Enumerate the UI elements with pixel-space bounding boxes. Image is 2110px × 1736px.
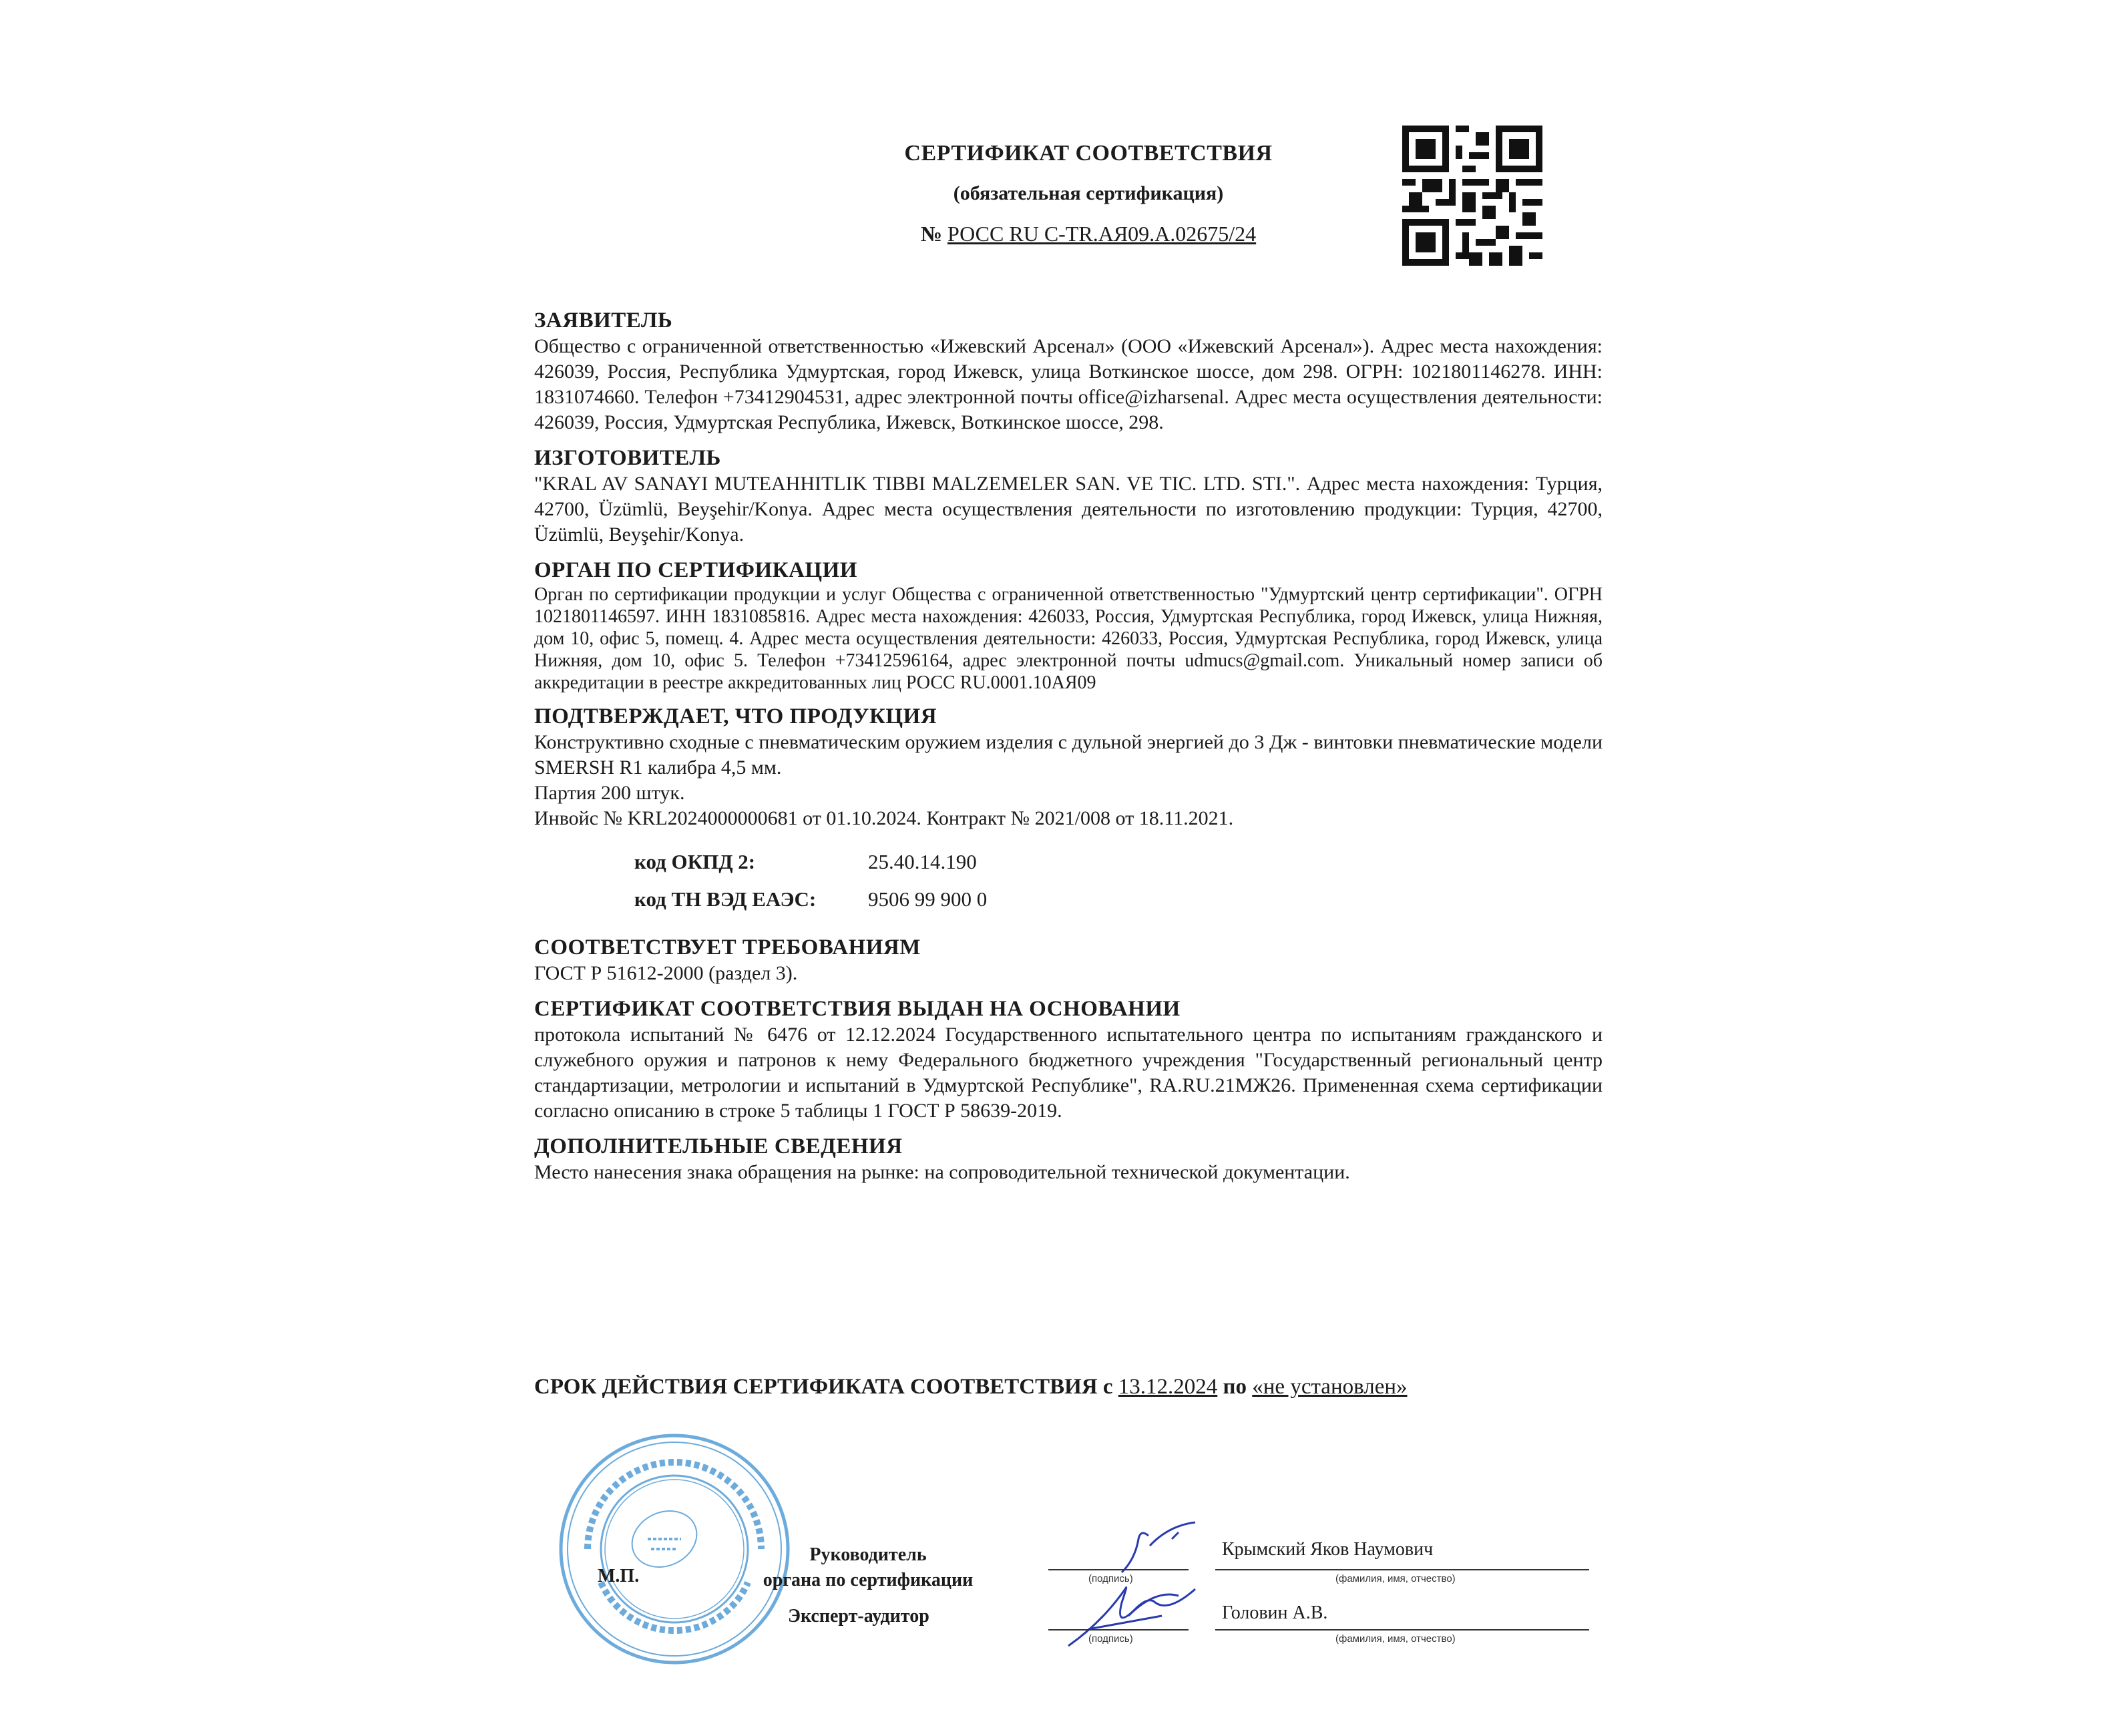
expert-role-label: Эксперт-аудитор xyxy=(788,1606,929,1626)
expert-signature-icon xyxy=(1062,1576,1215,1649)
expert-name-caption: (фамилия, имя, отчество) xyxy=(1335,1633,1456,1645)
certification-body-section xyxy=(534,557,1603,694)
certificate-body xyxy=(534,307,1603,1195)
head-name-caption: (фамилия, имя, отчество) xyxy=(1335,1573,1456,1584)
tnved-value: 9506 99 900 0 xyxy=(868,887,988,911)
additional-heading: ДОПОЛНИТЕЛЬНЫЕ СВЕДЕНИЯ xyxy=(534,1134,903,1158)
product-section xyxy=(534,703,1603,831)
head-signature-line xyxy=(1048,1569,1189,1570)
head-name: Крымский Яков Наумович xyxy=(1222,1539,1434,1560)
basis-text: протокола испытаний № 6476 от 12.12.2024 Государственного испытательного центра по испытаниям гражданского и служебного оружия и патронов к нему Федерального бюджетного учреждения "Государственный региональный центр стандартизации, метрологии и испытаний в Удмуртской Республике", RA.RU.21МЖ26. Примененная схема сертификации согласно описанию в строке 5 таблицы 1 ГОСТ Р 58639-2019. xyxy=(534,1024,1603,1122)
certificate-title: СЕРТИФИКАТ СООТВЕТСТВИЯ xyxy=(904,141,1273,166)
basis-heading: СЕРТИФИКАТ СООТВЕТСТВИЯ ВЫДАН НА ОСНОВАНИИ xyxy=(534,997,1181,1021)
requirements-text: ГОСТ Р 51612-2000 (раздел 3). xyxy=(534,962,798,984)
head-role-line1: Руководитель xyxy=(809,1544,927,1565)
product-batch: Партия 200 штук. xyxy=(534,782,685,804)
manufacturer-text: "KRAL AV SANAYI MUTEAHHITLIK TIBBI MALZEMELER SAN. VE TIC. LTD. STI.". Адрес места нахождения: Турция, 42700, Üzümlü, Beyşehir/Konya. Адрес места осуществления деятельности по изготовлению продукции: Турция, 42700, Üzümlü, Beyşehir/Konya. xyxy=(534,473,1603,546)
additional-section xyxy=(534,1133,1603,1185)
product-invoice: Инвойс № KRL2024000000681 от 01.10.2024. Контракт № 2021/008 от 18.11.2021. xyxy=(534,807,1234,829)
product-heading: ПОДТВЕРЖДАЕТ, ЧТО ПРОДУКЦИЯ xyxy=(534,704,937,728)
requirements-heading: СООТВЕТСТВУЕТ ТРЕБОВАНИЯМ xyxy=(534,935,921,959)
expert-signature-line xyxy=(1048,1629,1189,1631)
additional-text: Место нанесения знака обращения на рынке: на сопроводительной технической документации. xyxy=(534,1161,1350,1183)
requirements-section xyxy=(534,934,1603,986)
head-signature-caption: (подпись) xyxy=(1088,1573,1133,1584)
okpd-label: код ОКПД 2: xyxy=(634,850,756,873)
stamp-place-label: М.П. xyxy=(598,1566,640,1586)
head-role-label xyxy=(755,1542,982,1593)
validity-from: 13.12.2024 xyxy=(1118,1375,1218,1399)
expert-name-line xyxy=(1215,1629,1589,1631)
expert-name: Головин А.В. xyxy=(1222,1602,1328,1623)
validity-to: «не установлен» xyxy=(1252,1375,1408,1399)
certificate-number xyxy=(855,214,1322,254)
manufacturer-heading: ИЗГОТОВИТЕЛЬ xyxy=(534,446,721,470)
manufacturer-section xyxy=(534,445,1603,548)
validity-label: СРОК ДЕЙСТВИЯ СЕРТИФИКАТА СООТВЕТСТВИЯ с xyxy=(534,1375,1113,1399)
applicant-text: Общество с ограниченной ответственностью «Ижевский Арсенал» (ООО «Ижевский Арсенал»). Адрес места нахождения: 426039, Россия, Республика Удмуртская, город Ижевск, улица Воткинское шоссе, дом 298. ОГРН: 1021801146278. ИНН: 1831074660. Телефон +73412904531, адрес электронной почты office@izharsenal. Адрес места осуществления деятельности: 426039, Россия, Удмуртская Республика, Ижевск, Воткинское шоссе, 298. xyxy=(534,335,1603,433)
expert-signature-caption: (подпись) xyxy=(1088,1633,1133,1645)
okpd-row xyxy=(634,843,1603,881)
qr-code-icon xyxy=(1402,126,1542,266)
validity-line xyxy=(534,1372,1408,1401)
certificate-header xyxy=(855,134,1322,254)
number-sign: № xyxy=(920,222,942,246)
applicant-section xyxy=(534,307,1603,435)
certification-body-heading: ОРГАН ПО СЕРТИФИКАЦИИ xyxy=(534,558,857,582)
product-text: Конструктивно сходные с пневматическим оружием изделия с дульной энергией до 3 Дж - винтовки пневматические модели SMERSH R1 калибра 4,5 мм. xyxy=(534,731,1603,779)
product-codes xyxy=(634,843,1603,918)
tnved-label: код ТН ВЭД ЕАЭС: xyxy=(634,887,817,911)
okpd-value: 25.40.14.190 xyxy=(868,850,977,873)
validity-to-label: по xyxy=(1223,1375,1247,1399)
certification-body-text: Орган по сертификации продукции и услуг Общества с ограниченной ответственностью "Удмуртский центр сертификации". ОГРН 1021801146597. ИНН 1831085816. Адрес места нахождения: 426033, Россия, Удмуртская Республика, город Ижевск, улица Нижняя, дом 10, офис 5, помещ. 4. Адрес места осуществления деятельности: 426033, Россия, Удмуртская Республика, город Ижевск, улица Нижняя, дом 10, офис 5. Телефон +73412596164, адрес электронной почты udmucs@gmail.com. Уникальный номер записи об аккредитации в реестре аккредитованных лиц РОСС RU.0001.10АЯ09 xyxy=(534,584,1603,693)
head-name-line xyxy=(1215,1569,1589,1570)
basis-section xyxy=(534,996,1603,1124)
applicant-heading: ЗАЯВИТЕЛЬ xyxy=(534,308,673,333)
certificate-number-value: РОСС RU C-TR.АЯ09.А.02675/24 xyxy=(947,222,1257,246)
certificate-subtitle: (обязательная сертификация) xyxy=(953,182,1224,204)
head-role-line2: органа по сертификации xyxy=(763,1570,974,1590)
tnved-row xyxy=(634,881,1603,918)
